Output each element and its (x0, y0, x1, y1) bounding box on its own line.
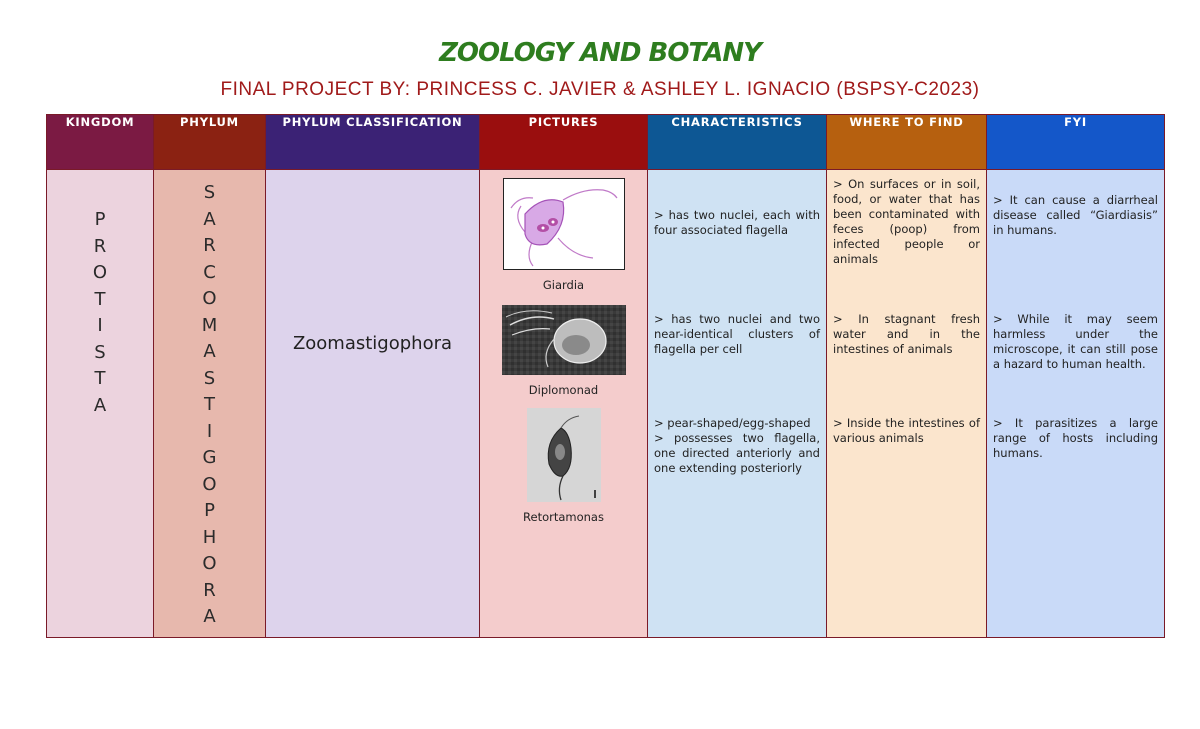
giardia-illustration-icon (503, 178, 625, 274)
document-subtitle: FINAL PROJECT BY: PRINCESS C. JAVIER & ASHLEY L. IGNACIO (BSPSY-C2023) (220, 79, 980, 100)
vertical-letter: I (206, 420, 213, 442)
picture-giardia (480, 178, 647, 292)
vertical-letter: G (202, 447, 217, 468)
characteristic-giardia: > has two nuclei, each with four associated flagella (654, 208, 820, 237)
vertical-letter: P (94, 209, 106, 230)
classification-table (46, 114, 1165, 638)
header-phylum: PHYLUM (154, 115, 266, 170)
phylum-name-vertical (154, 170, 265, 631)
where-diplomonad: > In stagnant fresh water and in the intestines of animals (833, 312, 980, 356)
diplomonad-micrograph-icon (502, 305, 626, 379)
fyi-cell (987, 170, 1165, 638)
vertical-letter: I (97, 315, 103, 336)
picture-caption: Diplomonad (528, 383, 599, 397)
vertical-letter: T (94, 368, 106, 389)
classification-cell (266, 170, 480, 638)
vertical-letter: R (203, 235, 216, 256)
picture-caption: Giardia (542, 278, 585, 292)
fyi-diplomonad: > While it may seem harmless under the microscope, it can still pose a hazard to human health. (993, 312, 1158, 371)
classification-name: Zoomastigophora (292, 333, 453, 354)
vertical-letter: S (203, 367, 216, 389)
fyi-giardia: > It can cause a diarrheal disease called “Giardiasis” in humans. (993, 193, 1158, 237)
picture-caption: Retortamonas (523, 510, 604, 524)
phylum-cell (154, 170, 266, 638)
where-retortamonas: > Inside the intestines of various animals (833, 416, 980, 445)
header-pictures: PICTURES (480, 115, 648, 170)
characteristic-retortamonas: > pear-shaped/egg-shaped > possesses two flagella, one directed anteriorly and one extending posteriorly (654, 416, 820, 475)
vertical-letter: O (202, 473, 217, 495)
vertical-letter: A (203, 208, 216, 230)
pictures-cell (480, 170, 648, 638)
vertical-letter: A (93, 394, 107, 416)
vertical-letter: R (93, 235, 107, 257)
header-kingdom: KINGDOM (47, 115, 154, 170)
vertical-letter: O (92, 262, 108, 283)
kingdom-name-vertical (47, 170, 153, 419)
vertical-letter: S (94, 341, 106, 363)
fyi-retortamonas: > It parasitizes a large range of hosts including humans. (993, 416, 1158, 460)
header-fyi: FYI (987, 115, 1165, 170)
vertical-letter: A (203, 341, 216, 362)
vertical-letter: T (204, 394, 215, 415)
picture-retortamonas (480, 408, 647, 524)
vertical-letter: O (202, 288, 217, 309)
vertical-letter: O (202, 553, 217, 574)
where-giardia: > On surfaces or in soil, food, or water that has been contaminated with feces (poop) from infected people or animals (833, 177, 980, 266)
header-characteristics: CHARACTERISTICS (648, 115, 827, 170)
where-to-find-cell (827, 170, 987, 638)
vertical-letter: P (204, 500, 215, 521)
retortamonas-micrograph-icon (527, 408, 601, 506)
document-title: ZOOLOGY AND BOTANY (439, 38, 761, 68)
vertical-letter: T (94, 288, 106, 310)
characteristics-cell (648, 170, 827, 638)
picture-diplomonad (480, 305, 647, 397)
characteristic-diplomonad: > has two nuclei and two near-identical clusters of flagella per cell (654, 312, 820, 356)
kingdom-cell (47, 170, 154, 638)
vertical-letter: C (203, 261, 216, 283)
header-phylum-classification: PHYLUM CLASSIFICATION (266, 115, 480, 170)
vertical-letter: M (201, 314, 218, 336)
header-where-to-find: WHERE TO FIND (827, 115, 987, 170)
vertical-letter: A (203, 606, 216, 627)
vertical-letter: H (202, 526, 217, 548)
vertical-letter: S (203, 182, 216, 203)
vertical-letter: R (203, 579, 216, 601)
